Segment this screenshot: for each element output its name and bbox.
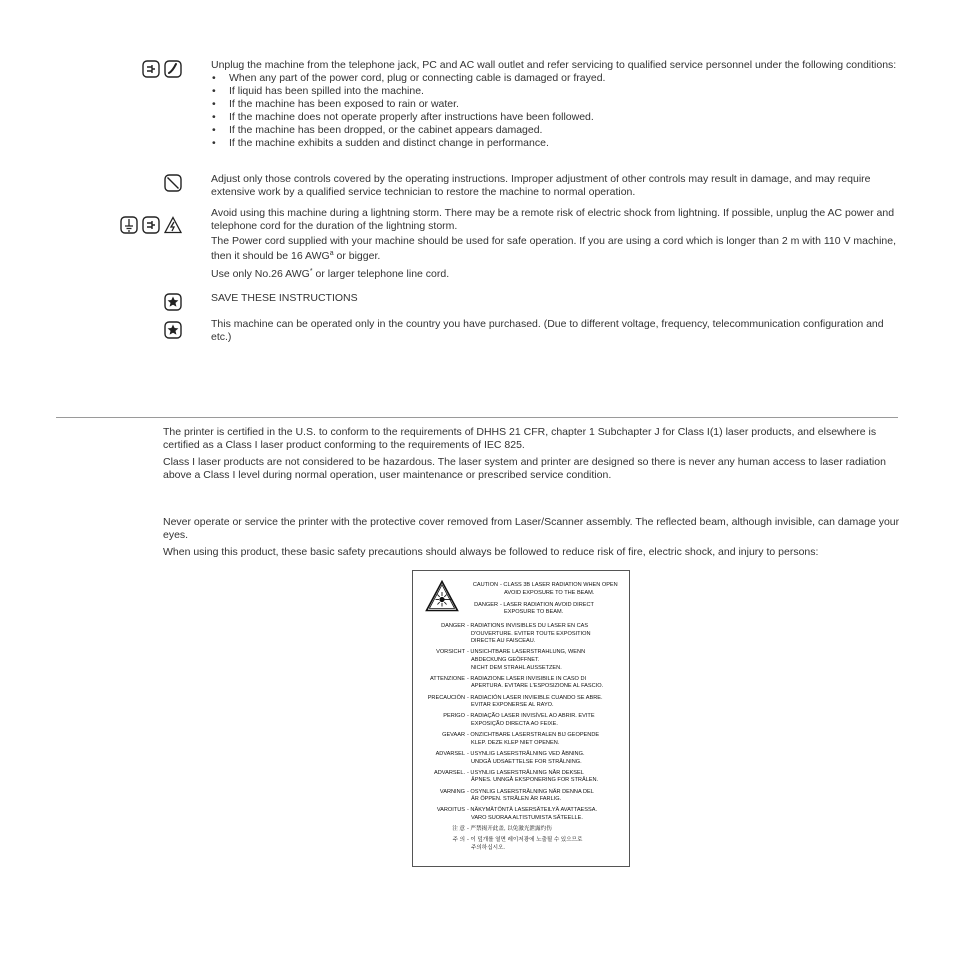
label-line: - LASER RADIATION AVOID DIRECT	[500, 601, 594, 608]
list-item: • If liquid has been spilled into the machine.	[211, 85, 901, 98]
power-cord-body: The Power cord supplied with your machine should be used for safe operation. If you are using a cord which is longer than 2 m with 110 V machine, then it should be 16 AWG	[211, 235, 897, 262]
label-line: DIRECTE AU FAISCEAU.	[471, 638, 536, 645]
label-line: D'OUVERTURE. EVITER TOUTE EXPOSITION	[471, 630, 591, 637]
section-divider	[56, 417, 898, 418]
power-cord-text	[211, 234, 901, 264]
label-language-key: ADVARSEL	[435, 751, 465, 757]
label-line: - RADIACIÓN LASER INVIEIBLE CUANDO SE ABRE.	[467, 694, 603, 701]
label-line: APERTURA. EVITARE L'ESPOSIZIONE AL FASCIO.	[471, 683, 604, 690]
label-line: EVITAR EXPONERSE AL RAYO.	[471, 702, 554, 709]
telephone-cord-text	[211, 268, 901, 281]
label-language-key: DANGER	[474, 601, 498, 608]
prohibited-icon	[164, 174, 182, 192]
lightning-warning-icon	[164, 216, 182, 234]
laser-certification-section	[163, 426, 901, 486]
label-language-key: ATTENZIONE	[429, 675, 465, 682]
list-item: • If the machine has been dropped, or the cabinet appears damaged.	[211, 124, 901, 137]
unplug-icon	[142, 60, 160, 78]
label-language-key: PERIGO	[443, 713, 465, 720]
label-language-key: 注 意	[452, 826, 465, 833]
label-line: 주의하십시오.	[471, 845, 505, 851]
label-language-key: VARNING	[439, 788, 465, 795]
label-line: - OSYNLIG LASERSTRÅLNING NÄR DENNA DEL	[467, 788, 594, 795]
footnote-marker: *	[309, 268, 313, 275]
label-language-key: 주 의	[452, 837, 465, 844]
country-text: This machine can be operated only in the country you have purchased. (Due to different voltage, frequency, telecommunication configuration and etc.)	[211, 318, 884, 343]
label-line: NICHT DEM STRAHL AUSSETZEN.	[471, 664, 562, 671]
star-icon	[164, 293, 182, 311]
lightning-section	[211, 207, 901, 285]
label-line: EXPOSIÇÃO DIRECTA AO FEIXE.	[471, 721, 558, 727]
telephone-cord-body: Use only No.26 AWG	[211, 268, 310, 280]
label-line: - USYNLIG LASERSTRÅLNING VED ÅBNING.	[467, 751, 585, 757]
list-item: • When any part of the power cord, plug or connecting cable is damaged or frayed.	[211, 72, 901, 85]
label-line: EXPOSURE TO BEAM.	[504, 609, 564, 616]
unplug-icon	[142, 216, 160, 234]
label-line: - CLASS 3B LASER RADIATION WHEN OPEN	[500, 582, 618, 588]
label-language-key: PRECAUCIÓN	[427, 694, 465, 701]
label-line: - USYNLIG LASERSTRÅLNING NÅR DEKSEL	[467, 769, 584, 776]
telephone-cord-tail: or larger telephone line cord.	[312, 268, 450, 280]
laser-hazard-icon	[425, 580, 459, 612]
list-item: • If the machine does not operate properly after instructions have been followed.	[211, 111, 901, 124]
label-language-key: GEVAAR	[442, 732, 465, 739]
label-line: ÄR ÖPPEN. STRÅLEN ÄR FARLIG.	[471, 796, 562, 803]
laser-paragraph-3: Never operate or service the printer with the protective cover removed from Laser/Scanner assembly. The reflected beam, although invisible, can damage your eyes.	[163, 516, 900, 541]
label-line: - RADIAÇÃO LASER INVISÍVEL AO ABRIR. EVITE	[467, 713, 595, 720]
label-line: - 严禁揭开此盖, 以免激光泄露灼伤	[467, 826, 552, 833]
telephone-icon	[164, 60, 182, 78]
unplug-intro: Unplug the machine from the telephone jack, PC and AC wall outlet and refer servicing to qualified service personnel under the following conditions:	[211, 59, 897, 71]
label-line: AVOID EXPOSURE TO THE BEAM.	[504, 589, 595, 596]
unplug-section	[211, 59, 901, 150]
label-line: ÅPNES. UNNGÅ EKSPONERING FOR STRÅLEN.	[471, 777, 599, 784]
label-line: UNDGÅ UDSAETTELSE FOR STRÅLNING.	[471, 758, 582, 765]
ground-icon	[120, 216, 138, 234]
footnote-marker: a	[329, 250, 334, 257]
label-language-key: CAUTION	[472, 582, 498, 588]
label-line: KLEP. DEZE KLEP NIET OPENEN.	[471, 739, 560, 746]
label-language-key: VORSICHT	[436, 649, 465, 656]
label-line: - UNSICHTBARE LASERSTRAHLUNG, WENN	[467, 649, 586, 656]
adjust-text: Adjust only those controls covered by the operating instructions. Improper adjustment of other controls may result in damage, and may require extensive work by a qualified service technician to restore the machine to normal operation.	[211, 173, 871, 198]
label-line: - NÄKYMÄTÖNTÄ LASERSÄTEILYÄ AVATTAESSA.	[467, 807, 598, 814]
label-line: - RADIATIONS INVISIBLES DU LASER EN CAS	[467, 623, 589, 629]
label-line: - 이 덮개를 열면 레이저광에 노출될 수 있으므로	[467, 837, 583, 844]
laser-paragraph-2: Class I laser products are not considered to be hazardous. The laser system and printer are designed so there is never any human access to laser radiation above a Class I level during normal operation, user maintenance or prescribed service condition.	[163, 456, 886, 481]
label-language-key: ADVARSEL.	[434, 769, 465, 776]
laser-warning-section	[163, 516, 901, 563]
label-line: - RADIAZIONE LASER INVISIBILE IN CASO DI	[467, 675, 587, 682]
list-item: • If the machine exhibits a sudden and distinct change in performance.	[211, 137, 901, 150]
unplug-conditions-list	[211, 72, 901, 150]
label-line: - ONZICHTBARE LASERSTRALEN BIJ GEOPENDE	[467, 732, 600, 739]
power-cord-tail: or bigger.	[333, 250, 381, 262]
list-item: • If the machine has been exposed to rain or water.	[211, 98, 901, 111]
lightning-text: Avoid using this machine during a lightning storm. There may be a remote risk of electric shock from lightning. If possible, unplug the AC power and telephone cord for the duration of the lightning storm.	[211, 207, 895, 232]
label-language-key: DANGER	[441, 623, 465, 629]
laser-paragraph-1: The printer is certified in the U.S. to conform to the requirements of DHHS 21 CFR, chapter 1 Subchapter J for Class I(1) laser products, and elsewhere is certified as a Class I laser product conforming to the requirements of IEC 825.	[163, 426, 877, 451]
save-instructions: SAVE THESE INSTRUCTIONS	[211, 292, 358, 304]
star-icon	[164, 321, 182, 339]
laser-paragraph-4: When using this product, these basic safety precautions should always be followed to reduce risk of fire, electric shock, and injury to persons:	[163, 546, 819, 558]
label-line: ABDECKUNG GEÖFFNET.	[471, 657, 540, 663]
adjust-section	[211, 173, 901, 203]
label-language-key: VAROITUS	[436, 807, 465, 814]
label-line: VARO SUORAA ALTISTUMISTA SÄTEELLE.	[471, 815, 583, 821]
laser-warning-label	[412, 570, 630, 867]
country-section	[211, 318, 901, 348]
